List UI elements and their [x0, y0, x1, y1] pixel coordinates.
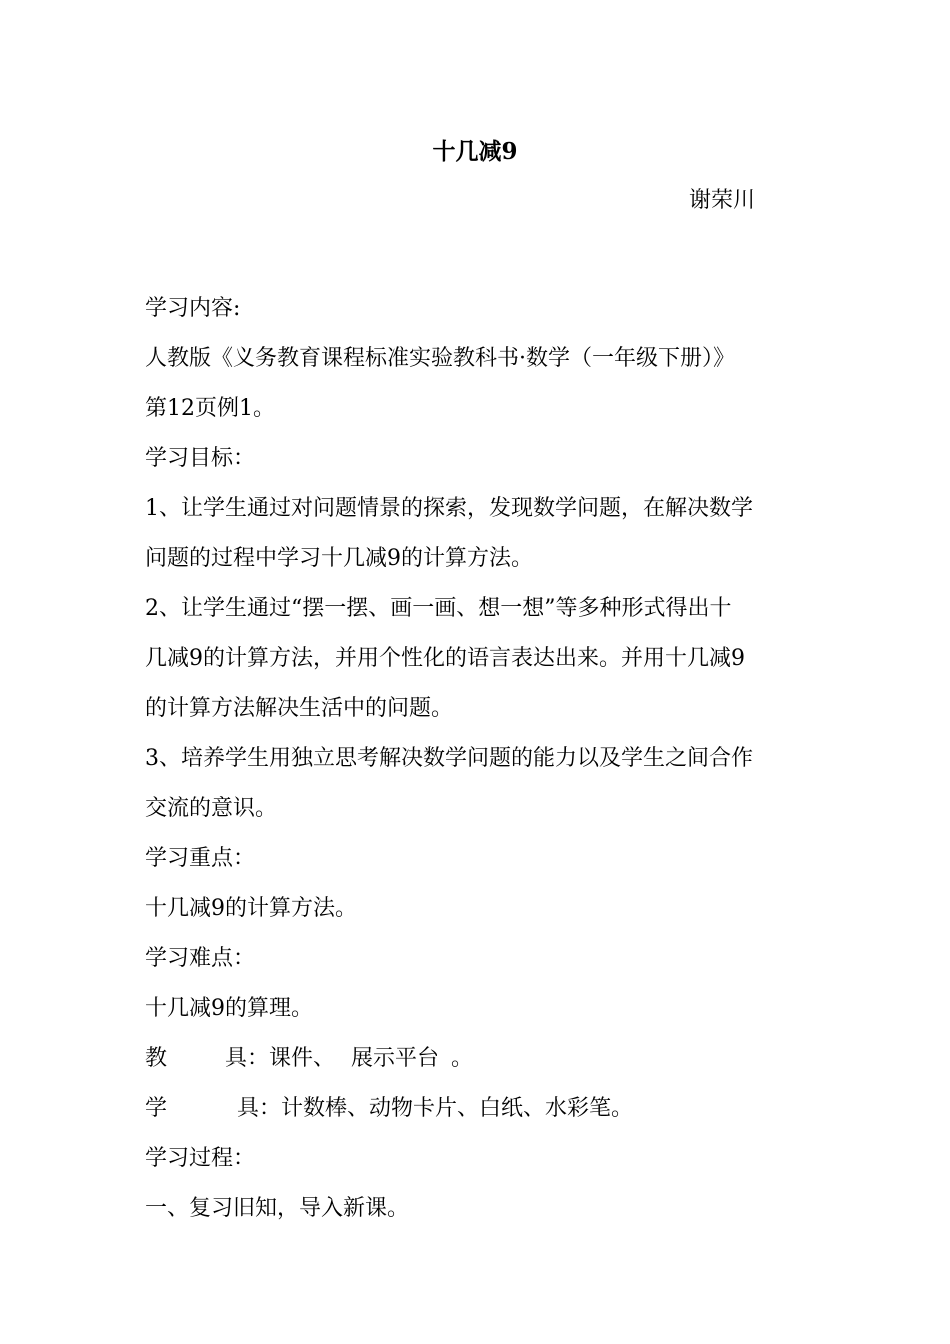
teacher-tools-label-start: 教: [145, 1046, 168, 1071]
goals-heading: 学习目标：: [145, 446, 256, 471]
student-tools: [145, 1084, 810, 1134]
teacher-tools-label-end: 具：课件、: [225, 1046, 336, 1071]
teacher-tools-end: 。: [451, 1046, 474, 1071]
student-tools-label-start: 学: [145, 1096, 168, 1121]
document-title: 十几减9: [432, 138, 518, 165]
content-line: 人教版《义务教育课程标准实验教科书·数学（一年级下册）》: [145, 346, 735, 371]
teacher-tools-item: 展示平台: [351, 1046, 440, 1071]
process-step: 一、复习旧知，导入新课。: [145, 1196, 410, 1221]
teacher-tools: [145, 1034, 810, 1084]
process-heading: 学习过程：: [145, 1146, 256, 1171]
document-author: 谢荣川: [689, 188, 756, 213]
difficulty-text: 十几减9的算理。: [145, 996, 313, 1021]
goal-line: 问题的过程中学习十几减9的计算方法。: [145, 546, 533, 571]
difficulty-heading: 学习难点：: [145, 946, 256, 971]
student-tools-text: 具：计数棒、动物卡片、白纸、水彩笔。: [237, 1096, 634, 1121]
content-heading: 学习内容:: [145, 296, 241, 321]
key-text: 十几减9的计算方法。: [145, 896, 357, 921]
goal-line: 3、培养学生用独立思考解决数学问题的能力以及学生之间合作: [145, 746, 753, 771]
goal-line: 1、让学生通过对问题情景的探索，发现数学问题，在解决数学: [145, 496, 753, 521]
goal-line: 交流的意识。: [145, 796, 278, 821]
document-body: [145, 284, 810, 1234]
key-heading: 学习重点：: [145, 846, 256, 871]
goal-line: 2、让学生通过“摆一摆、画一画、想一想”等多种形式得出十: [145, 596, 732, 621]
goal-line: 几减9的计算方法，并用个性化的语言表达出来。并用十几减9: [145, 646, 745, 671]
goal-line: 的计算方法解决生活中的问题。: [145, 696, 454, 721]
content-line: 第12页例1。: [145, 396, 275, 421]
